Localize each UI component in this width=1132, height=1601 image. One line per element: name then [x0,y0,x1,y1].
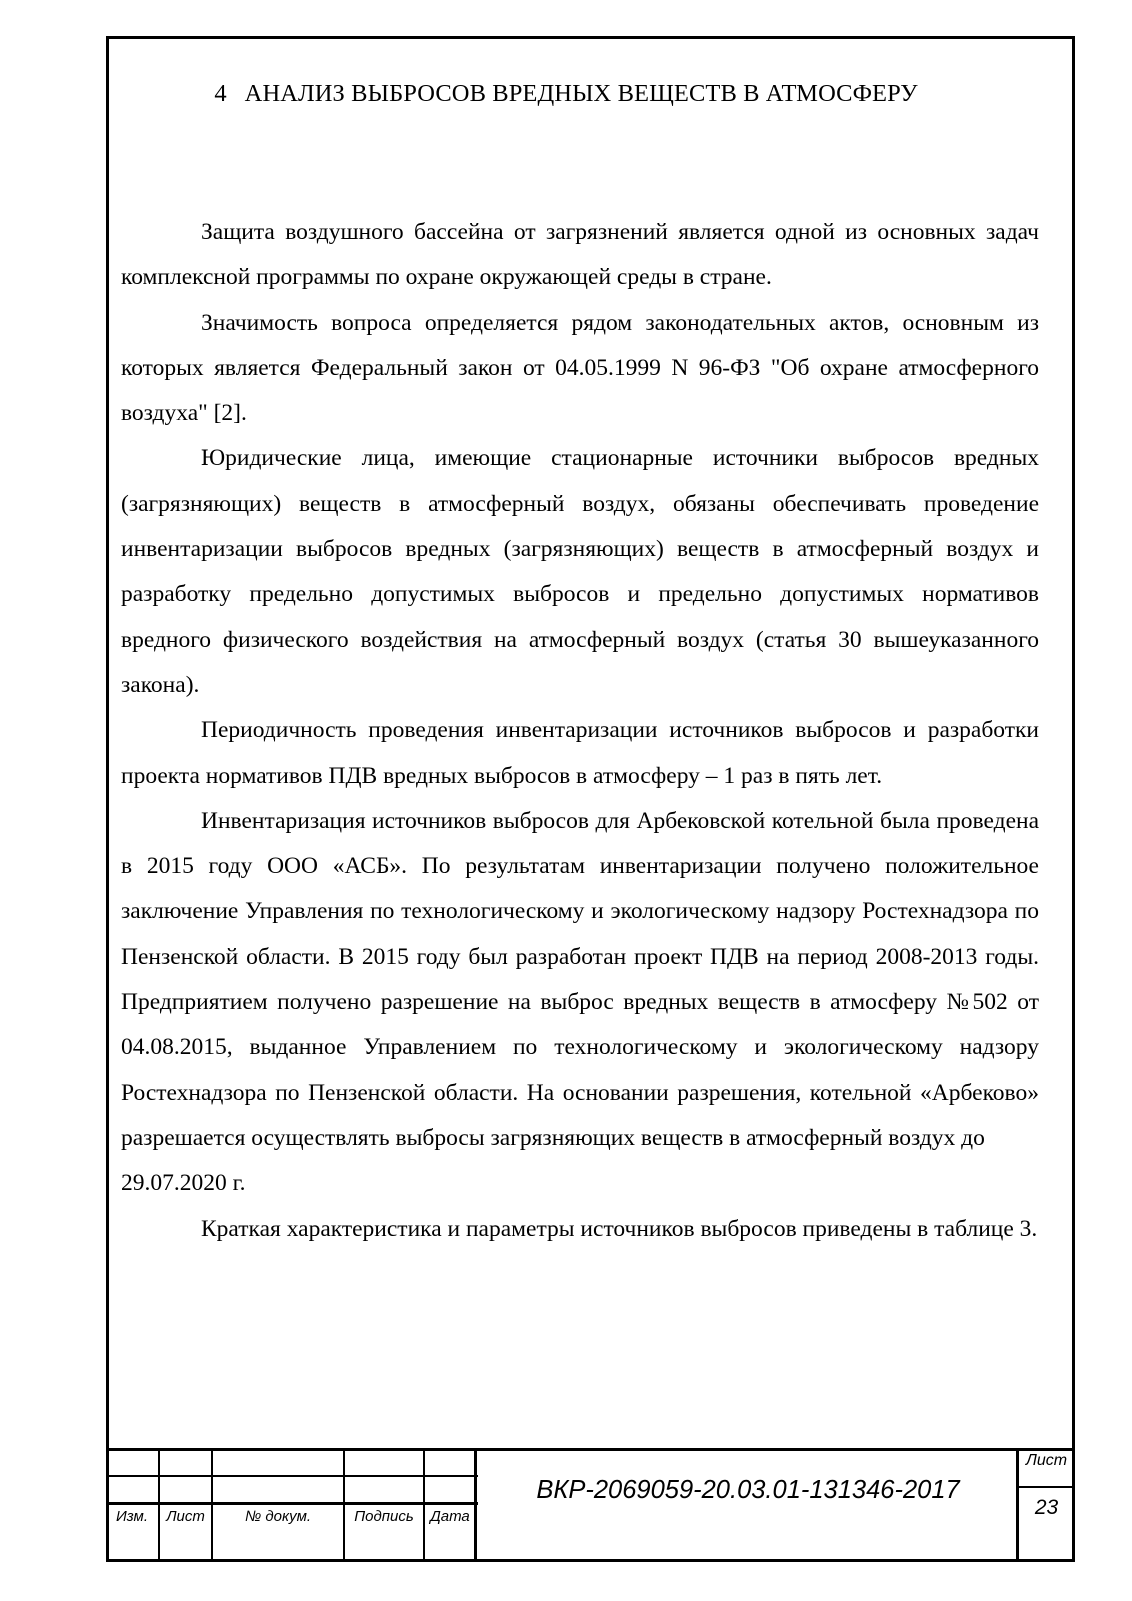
paragraph-4: Периодичность проведения инвентаризации источников выбросов и разработки проекта нормативов ПДВ вредных выбросов в атмосферу – 1 раз в пять лет. [121,717,1039,789]
stamp-doc-label: № докум. [244,1508,312,1525]
stamp-izm-label: Изм. [116,1508,148,1525]
paragraph-3: Юридические лица, имеющие стационарные источники выбросов вредных (загрязняющих) веществ в атмосферный воздух, обязаны обеспечивать проведение инвентаризации выбросов вредных (загрязняющих) веществ в атмосферный воздух и разработку предельно допустимых выбросов и предельно допустимых нормативов вредного физического воздействия на атмосферный воздух (статья 30 вышеуказанного закона). [121,445,1039,698]
section-heading [0,80,1132,108]
sheet-number: 23 [1034,1496,1059,1519]
stamp-sign-label: Подпись [354,1508,414,1525]
paragraph-1: Защита воздушного бассейна от загрязнений является одной из основных задач комплексной программы по охране окружающей среды в стране. [121,219,1039,291]
paragraph-5: Инвентаризация источников выбросов для Арбековской котельной была проведена в 2015 году ООО «АСБ». По результатам инвентаризации получено положительное заключение Управления по технологическому и экологическому надзору Ростехнадзора по Пензенской области. В 2015 году был разработан проект ПДВ на период 2008-2013 годы. Предприятием получено разрешение на выброс вредных веществ в атмосферу №502 от 04.08.2015, выданное Управлением по технологическому и экологическому надзору Ростехнадзора по Пензенской области. На основании разрешения, котельной «Арбеково» разрешается осуществлять выбросы загрязняющих веществ в атмосферный воздух до [121,807,1039,1151]
document-code: ВКР-2069059-20.03.01-131346-2017 [536,1476,960,1504]
body-text [121,210,1039,1252]
section-number: 4 [214,80,227,107]
sheet-label: Лист [1025,1452,1068,1469]
paragraph-date: 29.07.2020 г. [121,1170,246,1197]
paragraph-2: Значимость вопроса определяется рядом законодательных актов, основным из которых является Федеральный закон от 04.05.1999 N 96-ФЗ "Об охране атмосферного воздуха" [2]. [121,309,1039,427]
section-title: АНАЛИЗ ВЫБРОСОВ ВРЕДНЫХ ВЕЩЕСТВ В АТМОСФЕРУ [244,80,918,107]
paragraph-6: Краткая характеристика и параметры источников выбросов приведены в таблице 3. [201,1215,1038,1242]
title-block [106,1448,1075,1562]
stamp-list-label: Лист [166,1508,205,1525]
stamp-date-label: Дата [430,1508,470,1525]
